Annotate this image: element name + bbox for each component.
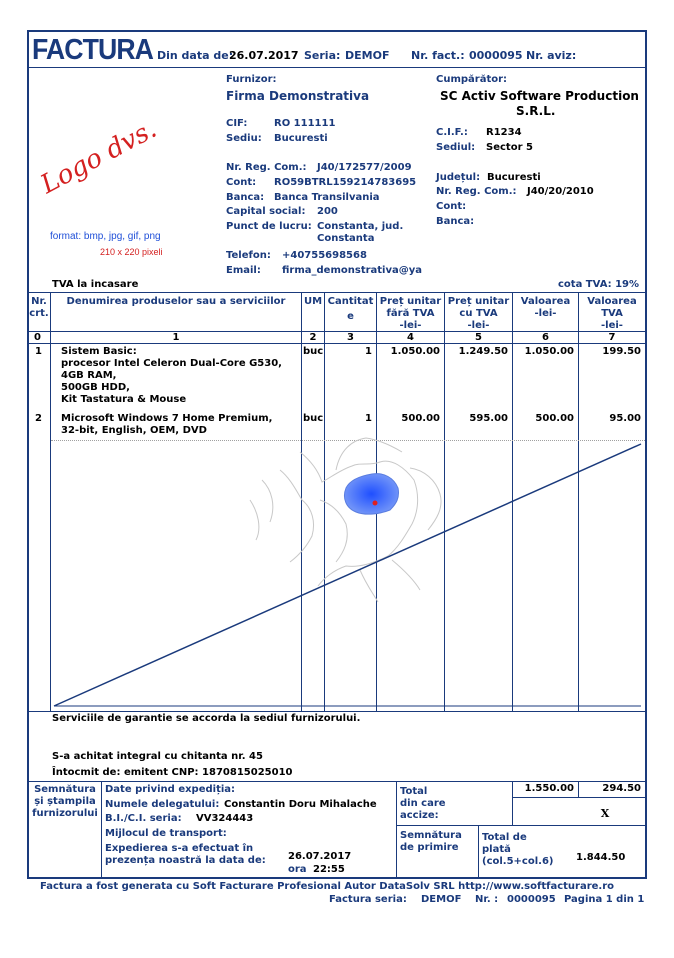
invoice-title: FACTURA bbox=[32, 34, 154, 66]
nr-label: Nr. fact.: bbox=[411, 49, 465, 62]
footer-total-divider bbox=[512, 797, 645, 798]
tva-incasare: TVA la incasare bbox=[52, 279, 139, 290]
bottom-series: DEMOF bbox=[421, 894, 462, 905]
row2-price-vat: 595.00 bbox=[469, 413, 508, 424]
th-denumire-line-1: Denumirea produselor sau a serviciilor bbox=[66, 296, 286, 307]
supplier-tel-label: Telefon: bbox=[226, 250, 271, 261]
buyer-name-1: SC Activ Software Production bbox=[440, 89, 639, 103]
buyer-reg: J40/20/2010 bbox=[527, 186, 594, 197]
europe-map-watermark bbox=[250, 438, 441, 602]
logo-format: format: bmp, jpg, gif, png bbox=[50, 231, 161, 242]
buyer-reg-label: Nr. Reg. Com.: bbox=[436, 186, 517, 197]
buyer-label: Cumpărător: bbox=[436, 74, 508, 85]
location-marker bbox=[373, 501, 378, 506]
row2-desc-line-2: 32-bit, English, OEM, DVD bbox=[61, 425, 207, 436]
th-pret-fara-line-1: Preț unitar bbox=[379, 296, 442, 307]
colnum-1: 1 bbox=[172, 332, 180, 343]
colnum-4: 4 bbox=[407, 332, 414, 343]
expediere-line-2: prezența noastră la data de: bbox=[105, 855, 266, 866]
supplier-capital-label: Capital social: bbox=[226, 206, 306, 217]
receiver-signature-line-1: Semnătura bbox=[400, 830, 462, 841]
bottom-nr: 0000095 bbox=[507, 894, 556, 905]
th-pret-cu-line-3: -lei- bbox=[467, 320, 490, 331]
supplier-label: Furnizor: bbox=[226, 74, 277, 85]
transport-label: Mijlocul de transport: bbox=[105, 828, 227, 839]
invoice-series: DEMOF bbox=[345, 49, 390, 62]
colnum-2: 2 bbox=[309, 332, 317, 343]
invoice-date: 26.07.2017 bbox=[229, 49, 299, 62]
row2-qty: 1 bbox=[365, 413, 372, 424]
note-intocmit: Întocmit de: emitent CNP: 1870815025010 bbox=[52, 767, 293, 778]
row2-price: 500.00 bbox=[401, 413, 440, 424]
row1-desc-line-1: Sistem Basic: bbox=[61, 346, 137, 357]
supplier-sediu-label: Sediu: bbox=[226, 133, 262, 144]
receiver-signature-line-2: de primire bbox=[400, 842, 459, 853]
aviz-label: Nr. aviz: bbox=[526, 49, 577, 62]
row2-nr: 2 bbox=[35, 413, 42, 424]
buyer-sediu: Sector 5 bbox=[486, 142, 533, 153]
supplier-banca-label: Banca: bbox=[226, 192, 265, 203]
buyer-cif: R1234 bbox=[486, 127, 522, 138]
note-garantie: Serviciile de garantie se accorda la sediul furnizorului. bbox=[52, 713, 361, 724]
total-label-line-2: din care bbox=[400, 798, 446, 809]
buyer-cif-label: C.I.F.: bbox=[436, 127, 468, 138]
invoice-number: 0000095 bbox=[469, 49, 523, 62]
footer-top bbox=[27, 781, 647, 782]
supplier-sediu: Bucuresti bbox=[274, 133, 328, 144]
th-cantitate-line-2: e bbox=[347, 311, 354, 322]
exp-date: 26.07.2017 bbox=[288, 851, 352, 862]
th-valoarea-line-2: -lei- bbox=[534, 308, 557, 319]
row1-desc-line-5: Kit Tastatura & Mouse bbox=[61, 394, 187, 405]
supplier-capital: 200 bbox=[317, 206, 338, 217]
colnum-5: 5 bbox=[475, 332, 482, 343]
row1-price: 1.050.00 bbox=[390, 346, 440, 357]
total-plata-label-line-2: plată bbox=[482, 844, 511, 855]
th-pret-cu-line-2: cu TVA bbox=[459, 308, 498, 319]
row1-price-vat: 1.249.50 bbox=[458, 346, 508, 357]
supplier-punct-1: Constanta, jud. bbox=[317, 221, 404, 232]
total-plata-label-line-3: (col.5+col.6) bbox=[482, 856, 554, 867]
supplier-email: firma_demonstrativa@ya bbox=[282, 265, 423, 276]
romania-map-highlight bbox=[344, 474, 398, 515]
delegat-name: Constantin Doru Mihalache bbox=[224, 799, 377, 810]
accize-value: X bbox=[600, 807, 610, 820]
supplier-email-label: Email: bbox=[226, 265, 261, 276]
bi-value: VV324443 bbox=[196, 813, 254, 824]
receiver-signature bbox=[400, 830, 462, 854]
row1-value: 1.050.00 bbox=[524, 346, 574, 357]
th-valoarea-line-1: Valoarea bbox=[520, 296, 571, 307]
footer-mid-divider bbox=[396, 825, 645, 826]
supplier-reg-label: Nr. Reg. Com.: bbox=[226, 162, 307, 173]
th-pret-fara-line-2: fără TVA bbox=[386, 308, 435, 319]
buyer-banca-label: Banca: bbox=[436, 216, 475, 227]
th-valoarea-tva-line-3: -lei- bbox=[601, 320, 623, 331]
colnum-6: 6 bbox=[542, 332, 549, 343]
supplier-name: Firma Demonstrativa bbox=[226, 89, 370, 103]
buyer-cont-label: Cont: bbox=[436, 201, 467, 212]
supplier-signature-line-2: și ștampila bbox=[34, 796, 96, 807]
footer-sep-2 bbox=[396, 781, 397, 877]
supplier-punct-2: Constanta bbox=[317, 233, 375, 244]
bi-label: B.I./C.I. seria: bbox=[105, 813, 182, 824]
total-vat: 294.50 bbox=[602, 783, 641, 794]
supplier-cont: RO59BTRL159214783695 bbox=[274, 177, 417, 188]
generated-by: Factura a fost generata cu Soft Facturare Profesional Autor DataSolv SRL http://www.softfacturare.ro bbox=[40, 881, 615, 892]
row1-desc-line-3: 4GB RAM, bbox=[61, 370, 117, 381]
supplier-cif-label: CIF: bbox=[226, 118, 248, 129]
th-cantitate-line-1: Cantitat bbox=[327, 296, 374, 307]
th-um-line-1: UM bbox=[303, 296, 323, 307]
buyer-sediu-label: Sediul: bbox=[436, 142, 476, 153]
supplier-punct-label: Punct de lucru: bbox=[226, 221, 312, 232]
logo-size: 210 x 220 pixeli bbox=[100, 247, 163, 257]
total-value: 1.550.00 bbox=[524, 783, 574, 794]
row2-desc-line-1: Microsoft Windows 7 Home Premium, bbox=[61, 413, 273, 424]
colnum-0: 0 bbox=[34, 332, 41, 343]
buyer-judet-label: Județul: bbox=[436, 172, 481, 183]
bottom-nr-label: Nr. : bbox=[475, 894, 499, 905]
delegat-label: Numele delegatului: bbox=[105, 799, 220, 810]
row1-qty: 1 bbox=[365, 346, 372, 357]
th-nr-line-1: Nr. bbox=[31, 296, 47, 307]
th-nr-line-2: crt. bbox=[29, 308, 49, 319]
page-indicator: Pagina 1 din 1 bbox=[564, 894, 645, 905]
logo-placeholder: Logo dvs. bbox=[35, 114, 162, 200]
supplier-signature-line-1: Semnătura bbox=[34, 784, 96, 795]
colnum-7: 7 bbox=[608, 332, 616, 343]
total-plata-value: 1.844.50 bbox=[576, 852, 626, 863]
tva-rate: cota TVA: 19% bbox=[558, 279, 640, 290]
total-plata-label bbox=[482, 832, 553, 868]
footer-sep-1 bbox=[101, 781, 102, 877]
supplier-banca: Banca Transilvania bbox=[274, 192, 380, 203]
buyer-judet: Bucuresti bbox=[487, 172, 541, 183]
ora-value: 22:55 bbox=[313, 864, 345, 875]
total-plata-label-line-1: Total de bbox=[482, 832, 527, 843]
supplier-signature bbox=[29, 784, 101, 820]
th-valoarea-tva-line-2: TVA bbox=[601, 308, 623, 319]
th-valoarea-tva-line-1: Valoarea bbox=[587, 296, 637, 307]
series-label: Seria: bbox=[304, 49, 341, 62]
row1-nr: 1 bbox=[35, 346, 42, 357]
row2-vat: 95.00 bbox=[609, 413, 641, 424]
total-label-line-1: Total bbox=[400, 786, 428, 797]
bottom-series-label: Factura seria: bbox=[329, 894, 407, 905]
supplier-signature-line-3: furnizorului bbox=[32, 808, 98, 819]
row1-desc-line-4: 500GB HDD, bbox=[61, 382, 130, 393]
total-label bbox=[400, 786, 446, 822]
ora-label: ora bbox=[288, 864, 307, 875]
row2-um: buc bbox=[303, 413, 324, 424]
th-pret-cu-line-1: Preț unitar bbox=[447, 296, 510, 307]
supplier-tel: +40755698568 bbox=[282, 250, 367, 261]
note-achitat: S-a achitat integral cu chitanta nr. 45 bbox=[52, 751, 263, 762]
row1-vat: 199.50 bbox=[602, 346, 641, 357]
row1-um: buc bbox=[303, 346, 324, 357]
footer-sep-3 bbox=[478, 825, 479, 877]
colnum-3: 3 bbox=[347, 332, 354, 343]
buyer-name-2: S.R.L. bbox=[516, 104, 556, 118]
supplier-reg: J40/172577/2009 bbox=[317, 162, 412, 173]
expediere-line-1: Expedierea s-a efectuat în bbox=[105, 843, 254, 854]
supplier-cont-label: Cont: bbox=[226, 177, 257, 188]
date-label: Din data de: bbox=[157, 49, 234, 62]
cancel-diagonal-line bbox=[54, 444, 641, 706]
expediere-text bbox=[105, 843, 266, 867]
expeditie-label: Date privind expediția: bbox=[105, 784, 236, 795]
th-pret-fara-line-3: -lei- bbox=[399, 320, 422, 331]
row1-desc-line-2: procesor Intel Celeron Dual-Core G530, bbox=[61, 358, 282, 369]
supplier-cif: RO 111111 bbox=[274, 118, 336, 129]
total-label-line-3: accize: bbox=[400, 810, 439, 821]
row2-value: 500.00 bbox=[535, 413, 574, 424]
